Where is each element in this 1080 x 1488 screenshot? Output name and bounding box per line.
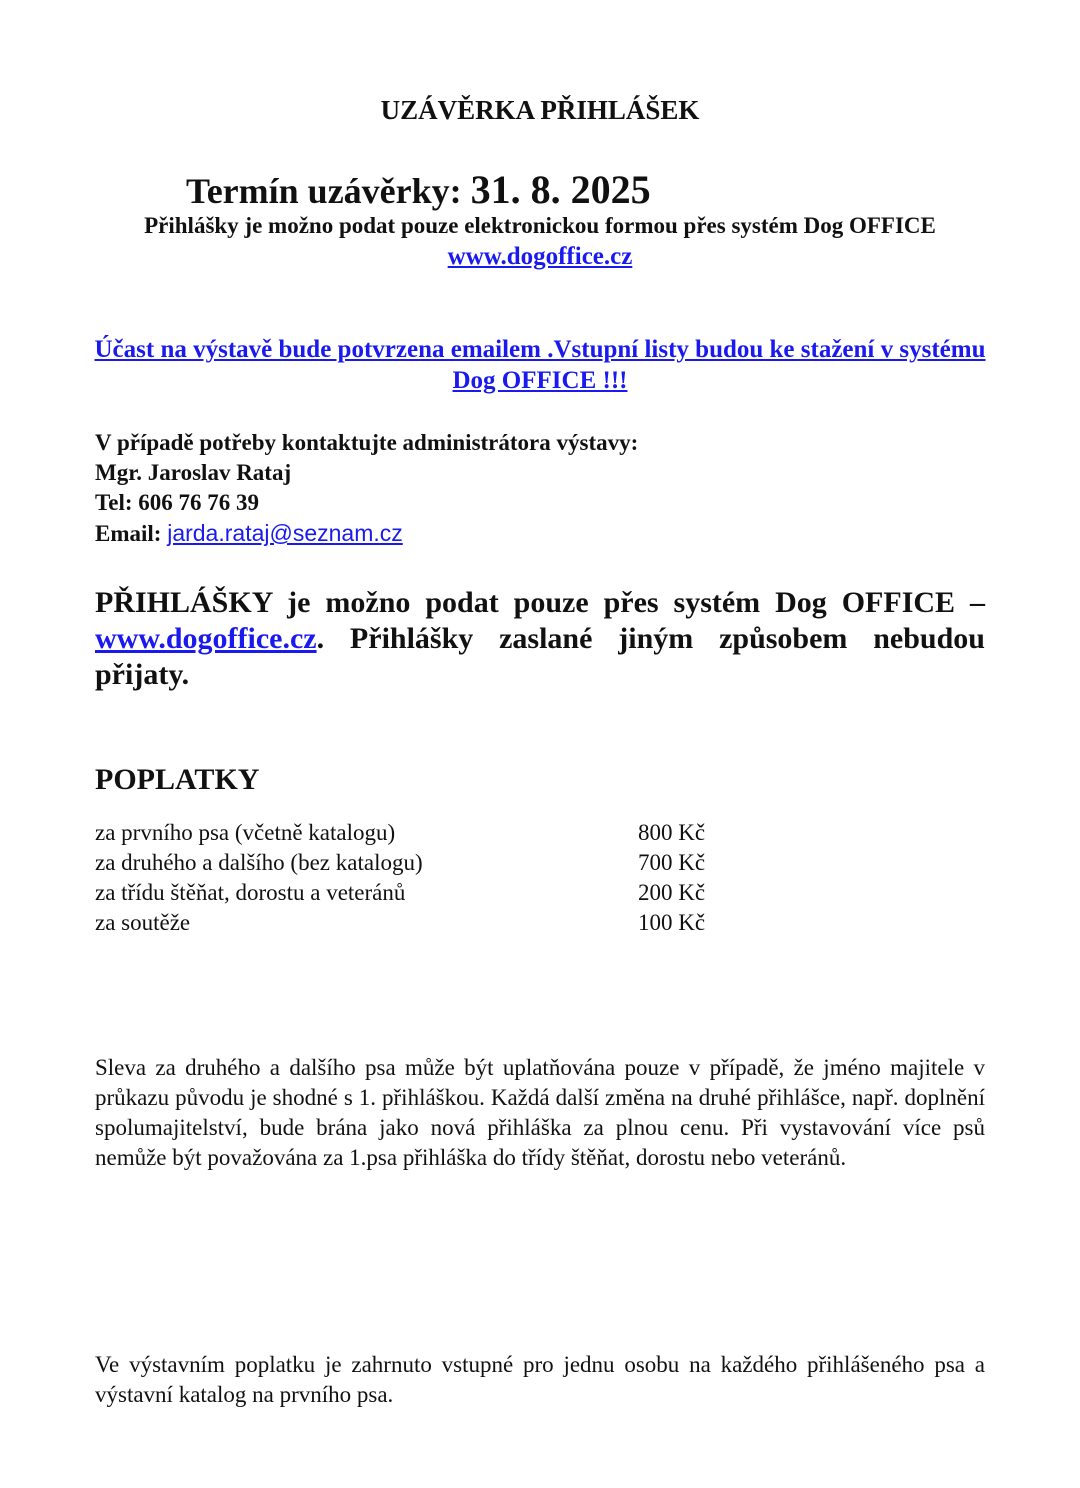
contact-email-link[interactable]: jarda.rataj@seznam.cz [167, 520, 403, 546]
page-title: UZÁVĚRKA PŘIHLÁŠEK [380, 95, 700, 125]
participation-notice-container [90, 334, 990, 396]
fee-price: 100 Kč [638, 910, 706, 935]
fee-row [95, 878, 725, 908]
registration-notice [95, 585, 985, 693]
fee-label: za prvního psa (včetně katalogu) [95, 820, 396, 845]
fee-label: za soutěže [95, 910, 191, 935]
fee-price: 200 Kč [638, 880, 706, 905]
fees-heading: POPLATKY [95, 763, 260, 796]
submit-info: Přihlášky je možno podat pouze elektronickou formou přes systém Dog OFFICE [144, 213, 936, 238]
discount-note: Sleva za druhého a dalšího psa může být uplatňována pouze v případě, že jméno majitele v průkazu původu je shodné s 1. přihláškou. Každá další změna na druhé přihlášce, např. doplnění spolumajitelství, bude brána jako nová přihláška za plnou cenu. Při vystavování více psů nemůže být považována za 1.psa přihláška do třídy štěňat, dorostu nebo veteránů. [95, 1055, 985, 1170]
deadline-date: 31. 8. 2025 [470, 167, 651, 212]
registration-text-before: PŘIHLÁŠKY je možno podat pouze přes systém Dog OFFICE – [95, 586, 985, 619]
footer-note: Ve výstavním poplatku je zahrnuto vstupné pro jednu osobu na každého přihlášeného psa a výstavní katalog na prvního psa. [95, 1352, 985, 1407]
fee-row [95, 848, 725, 878]
fee-price: 700 Kč [638, 850, 706, 875]
fee-row [95, 818, 725, 848]
contact-email-label: Email: [95, 521, 162, 546]
fee-price: 800 Kč [638, 820, 706, 845]
registration-text-after: . Přihlášky zaslané jiným způsobem nebudou přijaty. [95, 622, 985, 691]
contact-name: Mgr. Jaroslav Rataj [95, 460, 292, 485]
contact-block [95, 428, 995, 549]
participation-notice-link[interactable]: Účast na výstavě bude potvrzena emailem .Vstupní listy budou ke stažení v systému Dog OFFICE !!! [94, 336, 986, 394]
registration-link[interactable]: www.dogoffice.cz [95, 622, 317, 655]
deadline-label: Termín uzávěrky: [186, 171, 462, 211]
fee-label: za druhého a dalšího (bez katalogu) [95, 850, 423, 875]
contact-phone: Tel: 606 76 76 39 [95, 490, 259, 515]
website-link-container [0, 241, 1080, 273]
fee-row [95, 908, 725, 938]
contact-email-line [95, 518, 995, 549]
deadline-line [186, 168, 651, 213]
contact-intro: V případě potřeby kontaktujte administrátora výstavy: [95, 430, 639, 455]
website-link[interactable]: www.dogoffice.cz [447, 243, 633, 270]
fees-table [95, 818, 725, 938]
fee-label: za třídu štěňat, dorostu a veteránů [95, 880, 406, 905]
